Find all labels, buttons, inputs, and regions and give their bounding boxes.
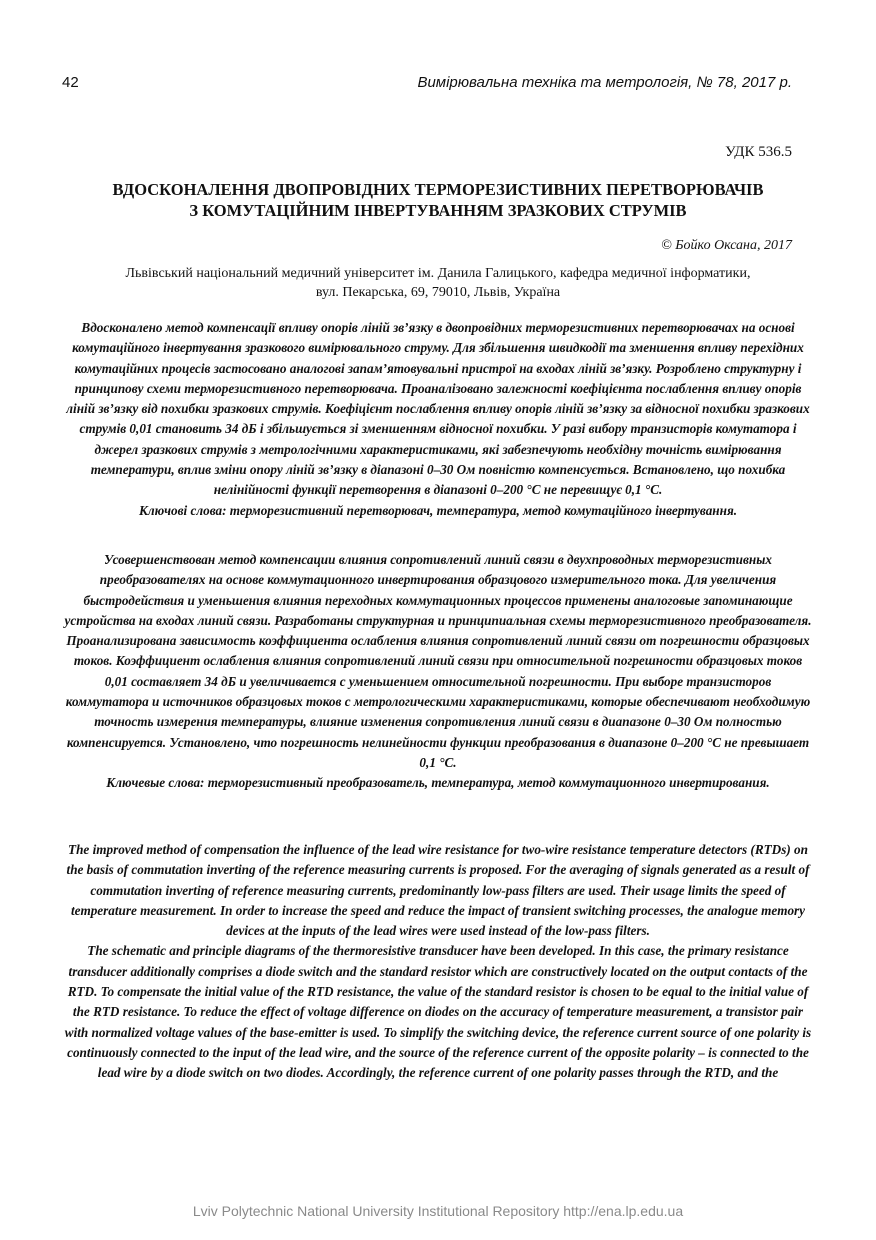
article-title xyxy=(60,179,816,221)
page-number: 42 xyxy=(62,74,79,91)
author-copyright: © Бойко Оксана, 2017 xyxy=(661,238,792,253)
author-affiliation xyxy=(60,264,816,302)
abstract-russian xyxy=(62,550,814,794)
keywords: Ключові слова: терморезистивний перетворювач, температура, метод комутаційного інвертування. xyxy=(138,502,738,518)
udc-code: УДК 536.5 xyxy=(725,144,792,160)
title-line: З КОМУТАЦІЙНИМ ІНВЕРТУВАННЯМ ЗРАЗКОВИХ СТРУМІВ xyxy=(189,201,687,220)
abstract-text: Усовершенствован метод компенсации влияния сопротивлений линий связи в двухпроводных терморезистивных преобразователях на основе коммутационного инвертирования образцового измерительного тока. Для увеличения быстродействия и уменьшения влияния переходных коммутационных процессов применены аналоговые запоминающие устройства на входах линий связи. Разработаны структурная и принципиальная схемы терморезистивного преобразователя. Проанализирована зависимость коэффициента ослабления влияния сопротивлений линий связи от погрешности образцовых токов. Коэффициент ослабления влияния сопротивлений линий связи при относительной погрешности образцовых токов 0,01 составляет 34 дБ и увеличивается с уменьшением относительной погрешности. При выборе транзисторов коммутатора и источников образцовых токов с метрологическими характеристиками, которые обеспечивают необходимую точность измерения температуры, влияние изменения сопротивления линий связи в диапазоне 0–30 Ом полностью компенсируется. Установлено, что погрешность нелинейности функции преобразования в диапазоне 0–200 °С не превышает 0,1 °С. xyxy=(64,552,812,770)
abstract-paragraph: The schematic and principle diagrams of the thermoresistive transducer have been developed. In this case, the primary resistance transducer additionally comprises a diode switch and the standard resistor which are constructively located on the output contacts of the RTD. To compensate the initial value of the RTD resistance, the value of the standard resistor is chosen to be equal to the initial value of the RTD resistance. To reduce the effect of voltage difference on diodes on the accuracy of temperature measurement, a transistor pair with normalized voltage values of the base-emitter is used. To simplify the switching device, the reference current source of one polarity is continuously connected to the input of the lead wire, and the source of the reference current of the opposite polarity – is connected to the lead wire by a diode switch on two diodes. Accordingly, the reference current of one polarity passes through the RTD, and the xyxy=(64,943,812,1081)
affiliation-line: вул. Пекарська, 69, 79010, Львів, Україна xyxy=(315,285,561,300)
affiliation-line: Львівський національний медичний університет ім. Данила Галицького, кафедра медичної інформатики, xyxy=(125,266,751,281)
journal-running-head: Вимірювальна техніка та метрологія, № 78, 2017 р. xyxy=(417,74,792,91)
keywords: Ключевые слова: терморезистивный преобразователь, температура, метод коммутационного инвертирования. xyxy=(106,775,770,791)
title-line: ВДОСКОНАЛЕННЯ ДВОПРОВІДНИХ ТЕРМОРЕЗИСТИВНИХ ПЕРЕТВОРЮВАЧІВ xyxy=(112,180,764,199)
abstract-ukrainian xyxy=(62,318,814,521)
abstract-english xyxy=(62,840,814,1084)
abstract-text: Вдосконалено метод компенсації впливу опорів ліній зв’язку в двопровідних терморезистивних перетворювачах на основі комутаційного інвертування зразкового вимірювального струму. Для збільшення швидкодії та зменшення впливу перехідних комутаційних процесів застосовано аналогові запам’ятовувальні пристрої на входах ліній зв’язку. Розроблено структурну і принципову схеми терморезистивного перетворювача. Проаналізовано залежності коефіцієнта послаблення впливу опорів ліній зв’язку від похибки зразкових струмів. Коефіцієнт послаблення впливу опорів ліній зв’язку за відносної похибки зразкових струмів 0,01 становить 34 дБ і збільшується зі зменшенням відносної похибки. У разі вибору транзисторів комутатора і джерел зразкових струмів з метрологічними характеристиками, які забезпечують необхідну точність вимірювання температури, вплив зміни опору ліній зв’язку в діапазоні 0–30 Ом повністю компенсується. Встановлено, що похибка нелінійності функції перетворення в діапазоні 0–200 °С не перевищує 0,1 °С. xyxy=(66,320,810,498)
abstract-paragraph: The improved method of compensation the influence of the lead wire resistance for two-wire resistance temperature detectors (RTDs) on the basis of commutation inverting of the reference measuring currents is proposed. For the averaging of signals generated as a result of commutation inverting of reference measuring currents, predominantly low-pass filters are used. Their usage limits the speed of temperature measurement. In order to increase the speed and reduce the impact of transient switching processes, the analogue memory devices at the inputs of the lead wires were used instead of the low-pass filters. xyxy=(66,842,810,939)
repository-footer: Lviv Polytechnic National University Institutional Repository http://ena.lp.edu.ua xyxy=(192,1203,684,1219)
